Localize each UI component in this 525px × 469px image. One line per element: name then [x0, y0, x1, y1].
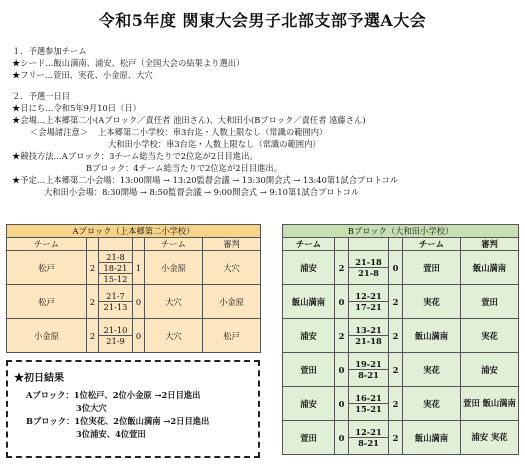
table-row	[283, 387, 519, 421]
table-row	[7, 251, 261, 285]
table-row	[283, 421, 519, 455]
set-score: 13-21	[349, 325, 388, 336]
referee: 小金原	[203, 285, 261, 319]
team-left: 萱田	[283, 353, 335, 387]
set-score: 16-21	[349, 393, 388, 404]
set-scores	[99, 319, 133, 353]
day1-results-box	[6, 360, 260, 458]
section2-heading: ２．予選一日目	[12, 91, 71, 101]
set-scores	[349, 387, 389, 421]
set-scores	[349, 353, 389, 387]
sets-left: 0	[335, 421, 349, 455]
set-score: 8-21	[358, 370, 379, 380]
venue-note-2: 大和田小学校：車3台迄・人数上限なし（常識の範囲内）	[108, 139, 321, 149]
team-right: 実花	[403, 285, 461, 319]
format-b: Bブロック：4チーム総当たりで2位迄が2日目進出。	[86, 163, 283, 173]
team-right: 大穴	[145, 285, 203, 319]
team-right: 大穴	[145, 319, 203, 353]
team-left: 松戸	[7, 285, 87, 319]
set-score: 8-21	[358, 438, 379, 448]
set-score: 12-21	[349, 291, 388, 302]
sets-left: 0	[335, 387, 349, 421]
free-teams: ★フリー…萱田、実花、小金原、大穴	[12, 70, 153, 80]
venue-notes-title: ＜会場諸注意＞	[30, 127, 89, 137]
seed-teams: ★シード…飯山満南、浦安、松戸（全国大会の結果より選出）	[12, 58, 245, 68]
block-b-caption: Bブロック（大和田小学校）	[283, 225, 519, 238]
sets-left: 2	[87, 285, 99, 319]
section1-heading: １．予選参加チーム	[12, 46, 87, 56]
sets-left: 2	[335, 251, 349, 285]
team-right: 萱田	[403, 251, 461, 285]
team-left: 浦安	[283, 251, 335, 285]
set-score: 21-8	[358, 268, 379, 278]
sets-right: 1	[133, 251, 145, 285]
set-score: 21-9	[106, 336, 125, 346]
results-title: ★初日結果	[14, 373, 64, 384]
set-score: 21-8	[99, 252, 132, 263]
sets-right: 2	[389, 387, 403, 421]
set-scores	[349, 251, 389, 285]
event-date: ★日にち…令和5年9月10日（日）	[12, 103, 141, 113]
results-a-line2: 3位大穴	[76, 403, 107, 413]
block-b-team-header: チーム	[403, 238, 461, 251]
set-score: 21-18	[349, 257, 388, 268]
referee: 浦安 実花	[461, 421, 519, 455]
team-left: 小金原	[7, 319, 87, 353]
set-scores	[99, 285, 133, 319]
table-row	[283, 319, 519, 353]
sets-left: 0	[335, 285, 349, 319]
format-a: ★競技方法…Aブロック：3チーム総当たりで2位迄が2日目進出。	[12, 151, 258, 161]
set-scores	[349, 285, 389, 319]
sets-right: 0	[133, 319, 145, 353]
sets-left: 2	[87, 251, 99, 285]
block-a-table	[6, 224, 261, 353]
referee: 大穴	[203, 251, 261, 285]
schedule-b: 大和田小会場：8:30開場 → 8:50監督会議 → 9:00開会式 → 9:10第1試合プロトコル	[44, 187, 360, 197]
block-a-team-header: チーム	[7, 238, 87, 251]
results-b-line2: 3位浦安、4位萱田	[76, 429, 146, 439]
table-row	[283, 251, 519, 285]
block-a-referee-header: 審判	[203, 238, 261, 251]
set-scores	[349, 319, 389, 353]
set-scores	[99, 251, 133, 285]
sets-right: 0	[389, 251, 403, 285]
sets-right: 2	[389, 319, 403, 353]
sets-left: 0	[335, 353, 349, 387]
block-b-team-header: チーム	[283, 238, 335, 251]
team-right: 飯山満南	[403, 319, 461, 353]
sets-right: 2	[389, 353, 403, 387]
set-score: 19-21	[349, 359, 388, 370]
venue-notes	[30, 127, 327, 137]
sets-right: 0	[133, 285, 145, 319]
set-score: 21-10	[99, 325, 132, 336]
set-score: 17-21	[355, 302, 382, 312]
set-score: 12-21	[349, 427, 388, 438]
team-left: 飯山満南	[283, 285, 335, 319]
sets-left: 2	[335, 319, 349, 353]
block-b-table	[282, 224, 519, 455]
table-row	[283, 285, 519, 319]
referee: 浦安	[461, 353, 519, 387]
results-b-line1: Bブロック：1位実花、2位飯山満南 →2日目進出	[26, 416, 210, 426]
sets-left: 2	[87, 319, 99, 353]
set-score: 18-21	[99, 263, 132, 274]
sets-right: 2	[389, 421, 403, 455]
block-a-caption: Aブロック（上本郷第二小学校）	[7, 225, 261, 238]
schedule-a: ★予定…上本郷第二小会場：13:00開場 → 13:20監督会議 → 13:30開会式 → 13:40第1試合プロトコル	[12, 175, 399, 185]
set-score: 21-18	[355, 336, 382, 346]
referee: 飯山満南	[461, 251, 519, 285]
table-row	[7, 319, 261, 353]
referee: 萱田 飯山満南	[461, 387, 519, 421]
set-score: 15-12	[103, 273, 128, 284]
set-scores	[349, 421, 389, 455]
venue-note-1: 上本郷第二小学校：車3台迄・人数上限なし（常識の範囲内）	[98, 127, 328, 137]
team-right: 実花	[403, 387, 461, 421]
referee: 松戸	[203, 319, 261, 353]
team-left: 松戸	[7, 251, 87, 285]
team-left: 浦安	[283, 319, 335, 353]
page-title: 令和5年度 関東大会男子北部支部予選A大会	[98, 11, 427, 30]
referee: 実花	[461, 319, 519, 353]
sets-right: 2	[389, 285, 403, 319]
referee: 萱田	[461, 285, 519, 319]
team-left: 浦安	[283, 387, 335, 421]
block-b-referee-header: 審判	[461, 238, 519, 251]
team-right: 小金原	[145, 251, 203, 285]
set-score: 21-13	[103, 302, 128, 312]
team-left: 萱田	[283, 421, 335, 455]
table-row	[283, 353, 519, 387]
set-score: 21-7	[99, 291, 132, 302]
set-score: 15-21	[355, 404, 382, 414]
table-row	[7, 285, 261, 319]
results-a-line1: Aブロック：1位松戸、2位小金原 →2日目進出	[26, 390, 201, 400]
team-right: 実花	[403, 353, 461, 387]
team-right: 飯山満南	[403, 421, 461, 455]
event-venue: ★会場…上本郷第二小(Aブロック／責任者 池田さん)、大和田小(Bブロック／責任者 遠藤さん)	[12, 115, 366, 125]
block-a-team-header: チーム	[145, 238, 203, 251]
